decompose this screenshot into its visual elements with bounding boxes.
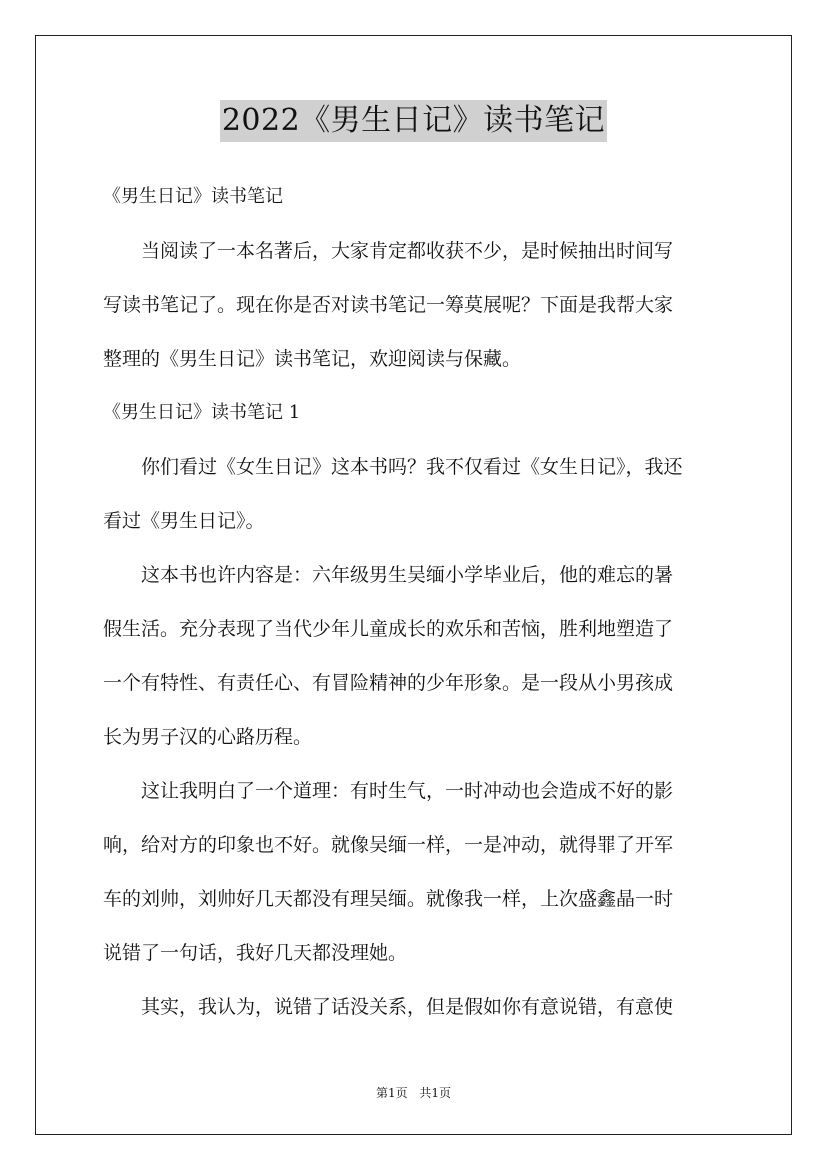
paragraph-line: 看过《男生日记》。	[103, 510, 265, 532]
paragraph-line: 其实，我认为，说错了话没关系，但是假如你有意说错，有意使	[141, 996, 674, 1018]
paragraph-line: 当阅读了一本名著后，大家肯定都收获不少，是时候抽出时间写	[141, 240, 674, 262]
paragraph-line: 假生活。充分表现了当代少年儿童成长的欢乐和苦恼，胜利地塑造了	[103, 618, 674, 640]
paragraph-line: 一个有特性、有责任心、有冒险精神的少年形象。是一段从小男孩成	[103, 672, 674, 694]
paragraph-line: 写读书笔记了。现在你是否对读书笔记一筹莫展呢？下面是我帮大家	[103, 294, 674, 316]
document-body	[103, 170, 725, 1034]
paragraph-line: 长为男子汉的心路历程。	[103, 726, 313, 748]
paragraph-line: 车的刘帅，刘帅好几天都没有理吴缅。就像我一样，上次盛鑫晶一时	[103, 888, 674, 910]
paragraph-line: 说错了一句话，我好几天都没理她。	[103, 942, 408, 964]
paragraph-line: 响，给对方的印象也不好。就像吴缅一样，一是冲动，就得罪了开军	[103, 834, 674, 856]
page-total: 共1页	[419, 1086, 452, 1100]
paragraph-line: 这本书也许内容是：六年级男生吴缅小学毕业后，他的难忘的暑	[141, 564, 674, 586]
page-number: 第1页	[375, 1086, 408, 1100]
title-wrap	[0, 100, 827, 142]
section-heading: 《男生日记》读书笔记	[103, 186, 283, 207]
paragraph-line: 这让我明白了一个道理：有时生气，一时冲动也会造成不好的影	[141, 780, 674, 802]
paragraph-line: 整理的《男生日记》读书笔记，欢迎阅读与保藏。	[103, 348, 522, 370]
paragraph-line: 你们看过《女生日记》这本书吗？我不仅看过《女生日记》，我还	[141, 456, 683, 478]
document-title: 2022《男生日记》读书笔记	[220, 100, 607, 142]
page-footer	[0, 1084, 827, 1101]
section-heading: 《男生日记》读书笔记 1	[103, 402, 301, 423]
